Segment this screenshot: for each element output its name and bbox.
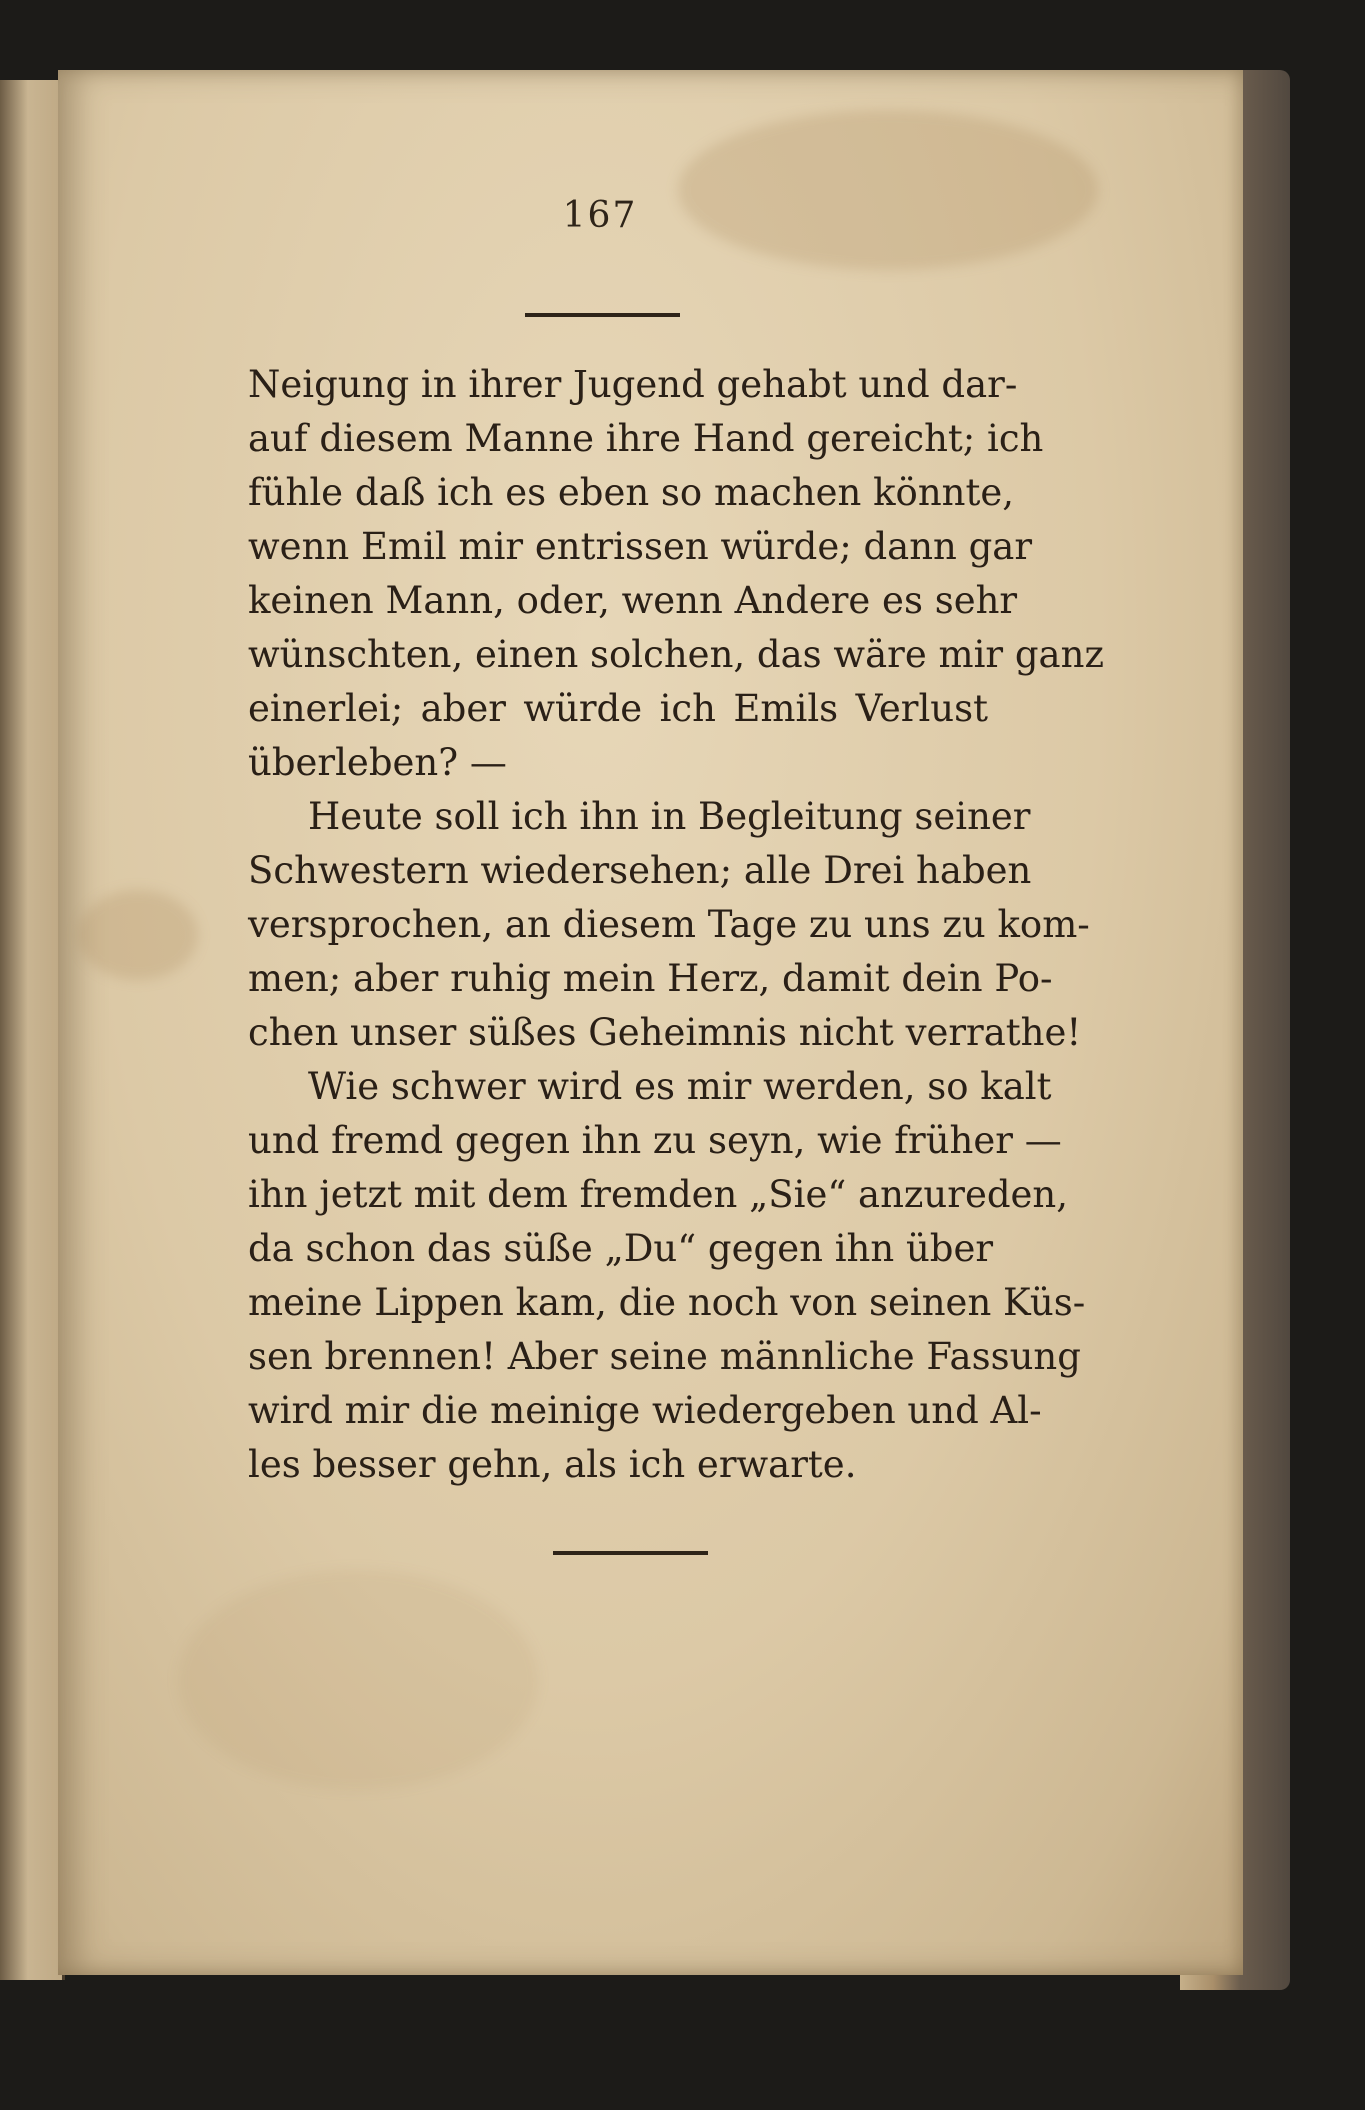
- body-text: [248, 358, 1104, 1492]
- text-line: da schon das süße „Du“ gegen ihn über: [248, 1227, 994, 1270]
- text-line: Schwestern wiedersehen; alle Drei haben: [248, 849, 1032, 892]
- text-line: men; aber ruhig mein Herz, damit dein Po-: [248, 957, 1053, 1000]
- text-line: ihn jetzt mit dem fremden „Sie“ anzureden,: [248, 1173, 1069, 1216]
- text-line: auf diesem Manne ihre Hand gereicht; ich: [248, 417, 1044, 460]
- text-line: wenn Emil mir entrissen würde; dann gar: [248, 525, 1033, 568]
- text-line: wird mir die meinige wiedergeben und Al-: [248, 1389, 1042, 1432]
- text-line: überleben? —: [248, 741, 507, 784]
- water-stain: [678, 110, 1098, 270]
- text-line: versprochen, an diesem Tage zu uns zu kom-: [248, 903, 1090, 946]
- text-line: wünschten, einen solchen, das wäre mir ganz: [248, 633, 1104, 676]
- text-line: keinen Mann, oder, wenn Andere es sehr: [248, 579, 1018, 622]
- text-line: und fremd gegen ihn zu seyn, wie früher —: [248, 1119, 1062, 1162]
- header-rule: [525, 313, 680, 317]
- water-stain: [78, 890, 198, 980]
- text-line: meine Lippen kam, die noch von seinen Küs-: [248, 1281, 1086, 1324]
- text-line: einerlei; aber würde ich Emils Verlust: [248, 687, 988, 730]
- page-number: 167: [562, 195, 638, 236]
- text-line: fühle daß ich es eben so machen könnte,: [248, 471, 1015, 514]
- text-line: chen unser süßes Geheimnis nicht verrathe!: [248, 1011, 1082, 1054]
- facing-page-edge: [0, 80, 65, 1980]
- footer-rule: [553, 1551, 708, 1555]
- text-line: Neigung in ihrer Jugend gehabt und dar-: [248, 363, 1018, 406]
- text-line: Wie schwer wird es mir werden, so kalt: [308, 1065, 1052, 1108]
- text-line: Heute soll ich ihn in Begleitung seiner: [308, 795, 1031, 838]
- water-stain: [178, 1570, 538, 1790]
- text-line: les besser gehn, als ich erwarte.: [248, 1443, 857, 1486]
- text-line: sen brennen! Aber seine männliche Fassung: [248, 1335, 1081, 1378]
